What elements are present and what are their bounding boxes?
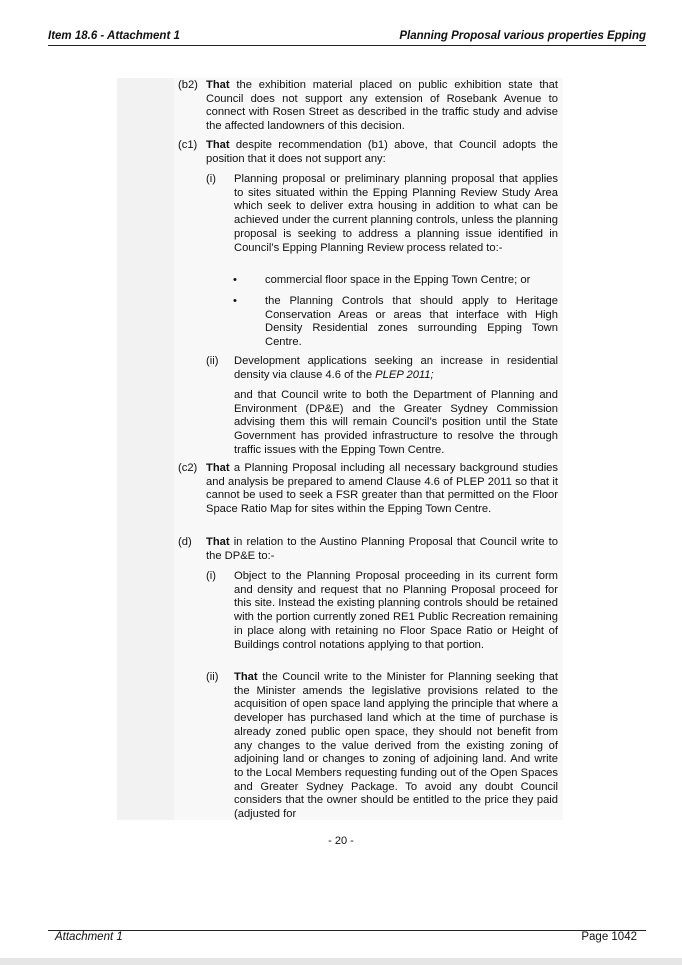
paragraph-c1-ii-text: Development applications seeking an increase in residential density via clause 4.6 of the xyxy=(234,355,558,381)
item-label-c1: (c1) xyxy=(178,139,198,151)
bullet-item-1: commercial floor space in the Epping Town Centre; or xyxy=(265,274,531,286)
item-label-b2: (b2) xyxy=(178,79,198,91)
item-label-d-i: (i) xyxy=(206,570,216,582)
paragraph-c1 xyxy=(206,139,558,166)
page-footer xyxy=(55,931,637,947)
item-label-d: (d) xyxy=(178,536,192,548)
paragraph-c2-text: a Planning Proposal including all necessary background studies and analysis be prepared to amend Clause 4.6 of PLEP 2011 so that it cannot be used to seek a FSR greater than that permitted on the Floor Space Ratio Map for sites within the Epping Town Centre. xyxy=(206,462,558,516)
paragraph-d-lead: That xyxy=(206,536,230,548)
page-bottom-edge xyxy=(0,958,682,965)
paragraph-c1-ii xyxy=(234,355,558,382)
paragraph-c1-i: Planning proposal or preliminary planning proposal that applies to sites situated within the Epping Planning Review Study Area which seek to deliver extra housing in addition to what can be achieved under the current planning controls, unless the planning proposal is seeking to address a planning issue identified in Council’s Epping Planning Review process related to:- xyxy=(234,173,558,254)
paragraph-b2-lead: That xyxy=(206,79,230,91)
paragraph-d-ii-text: the Council write to the Minister for Planning seeking that the Minister amends the legislative provisions related to the acquisition of open space land applying the principle that where a developer has purchased land which at the time of purchase is already zoned public open space, they should not benefit from any changes to the value derived from the existing zoning of adjoining land or changes to zoning of adjoining land. And write to the Local Members requesting funding out of the Open Spaces and Greater Sydney Package. To avoid any doubt Council considers that the owner should be entitled to the price they paid (adjusted for xyxy=(234,671,558,820)
paragraph-d xyxy=(206,536,558,563)
item-label-c1-i: (i) xyxy=(206,173,216,185)
bullet-marker: • xyxy=(233,274,237,286)
page-number: - 20 - xyxy=(328,835,354,847)
paragraph-c1-ii-italic: PLEP 2011; xyxy=(375,368,434,381)
footer-left: Attachment 1 xyxy=(55,931,123,943)
paragraph-c2 xyxy=(206,462,558,517)
paragraph-c2-lead: That xyxy=(206,462,230,474)
paragraph-d-text: in relation to the Austino Planning Proposal that Council write to the DP&E to:- xyxy=(206,536,558,562)
bullet-marker: • xyxy=(233,295,237,307)
header-right: Planning Proposal various properties Epping xyxy=(399,30,646,42)
paragraph-c1-closing: and that Council write to both the Department of Planning and Environment (DP&E) and the Greater Sydney Commission advising them this will remain Council’s position until the State Government has provided infrastructure to resolve the through traffic issues with the Epping Town Centre. xyxy=(234,389,558,456)
paragraph-d-ii xyxy=(234,671,558,820)
paragraph-b2-text: the exhibition material placed on public exhibition state that Council does not support any extension of Rosebank Avenue to connect with Rosen Street as described in the traffic study and advise the affected landowners of this decision. xyxy=(206,79,558,133)
paragraph-d-ii-lead: That xyxy=(234,671,258,683)
footer-right: Page 1042 xyxy=(581,931,637,943)
paragraph-c1-lead: That xyxy=(206,139,230,151)
paragraph-b2 xyxy=(206,79,558,134)
paragraph-d-i: Object to the Planning Proposal proceeding in its current form and density and request that no Planning Proposal proceed for this site. Instead the existing planning controls should be retained with the portion currently zoned RE1 Public Recreation remaining in place along with retaining no Floor Space Ratio or Height of Buildings control notations applying to that portion. xyxy=(234,570,558,651)
bullet-item-2: the Planning Controls that should apply to Heritage Conservation Areas or areas that interface with High Density Residential zones surrounding Epping Town Centre. xyxy=(265,295,558,349)
paragraph-c1-text: despite recommendation (b1) above, that Council adopts the position that it does not support any: xyxy=(206,139,558,165)
item-label-d-ii: (ii) xyxy=(206,671,219,683)
item-label-c1-ii: (ii) xyxy=(206,355,219,367)
header-left: Item 18.6 - Attachment 1 xyxy=(48,30,180,42)
item-label-c2: (c2) xyxy=(178,462,198,474)
